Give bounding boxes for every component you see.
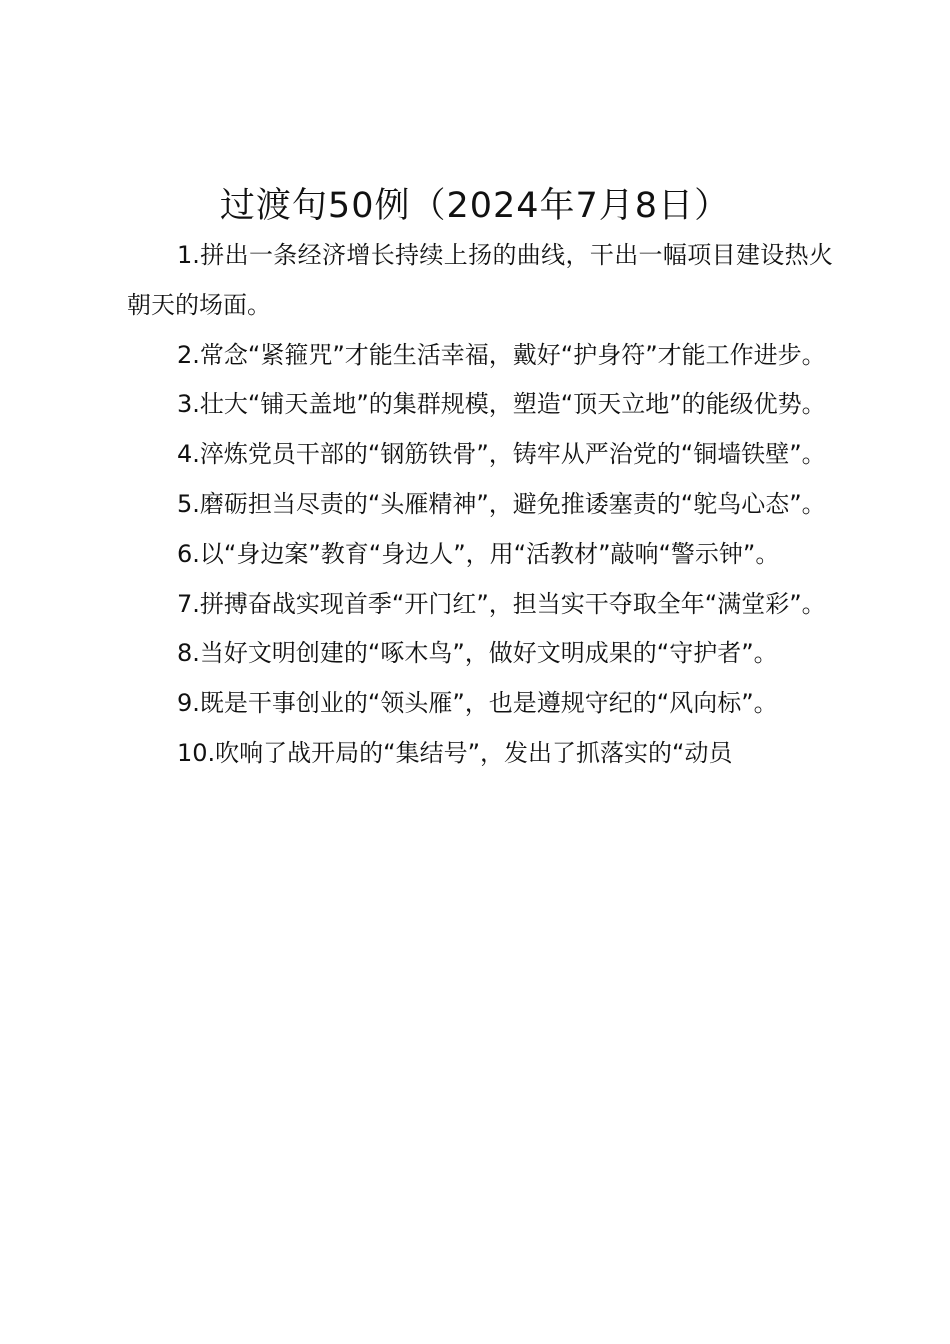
paragraph-3: 3.壮大“铺天盖地”的集群规模，塑造“顶天立地”的能级优势。 [177, 390, 826, 419]
paragraph-6: 6.以“身边案”教育“身边人”，用“活教材”敲响“警示钟”。 [177, 539, 780, 568]
paragraph-1: 1.拼出一条经济增长持续上扬的曲线，干出一幅项目建设热火朝天的场面。 [127, 241, 833, 319]
document-body [127, 231, 833, 779]
paragraph-8: 8.当好文明创建的“啄木鸟”，做好文明成果的“守护者”。 [177, 639, 778, 668]
paragraph-10: 10.吹响了战开局的“集结号”，发出了抓落实的“动员 [177, 738, 733, 767]
paragraph-4: 4.淬炼党员干部的“钢筋铁骨”，铸牢从严治党的“铜墙铁壁”。 [177, 440, 826, 469]
paragraph-7: 7.拼搏奋战实现首季“开门红”，担当实干夺取全年“满堂彩”。 [177, 589, 826, 618]
document-title: 过渡句50例（2024年7月8日） [219, 186, 731, 226]
paragraph-2: 2.常念“紧箍咒”才能生活幸福，戴好“护身符”才能工作进步。 [177, 340, 826, 369]
paragraph-9: 9.既是干事创业的“领头雁”，也是遵规守纪的“风向标”。 [177, 689, 778, 718]
paragraph-5: 5.磨砺担当尽责的“头雁精神”，避免推诿塞责的“鸵鸟心态”。 [177, 489, 826, 518]
